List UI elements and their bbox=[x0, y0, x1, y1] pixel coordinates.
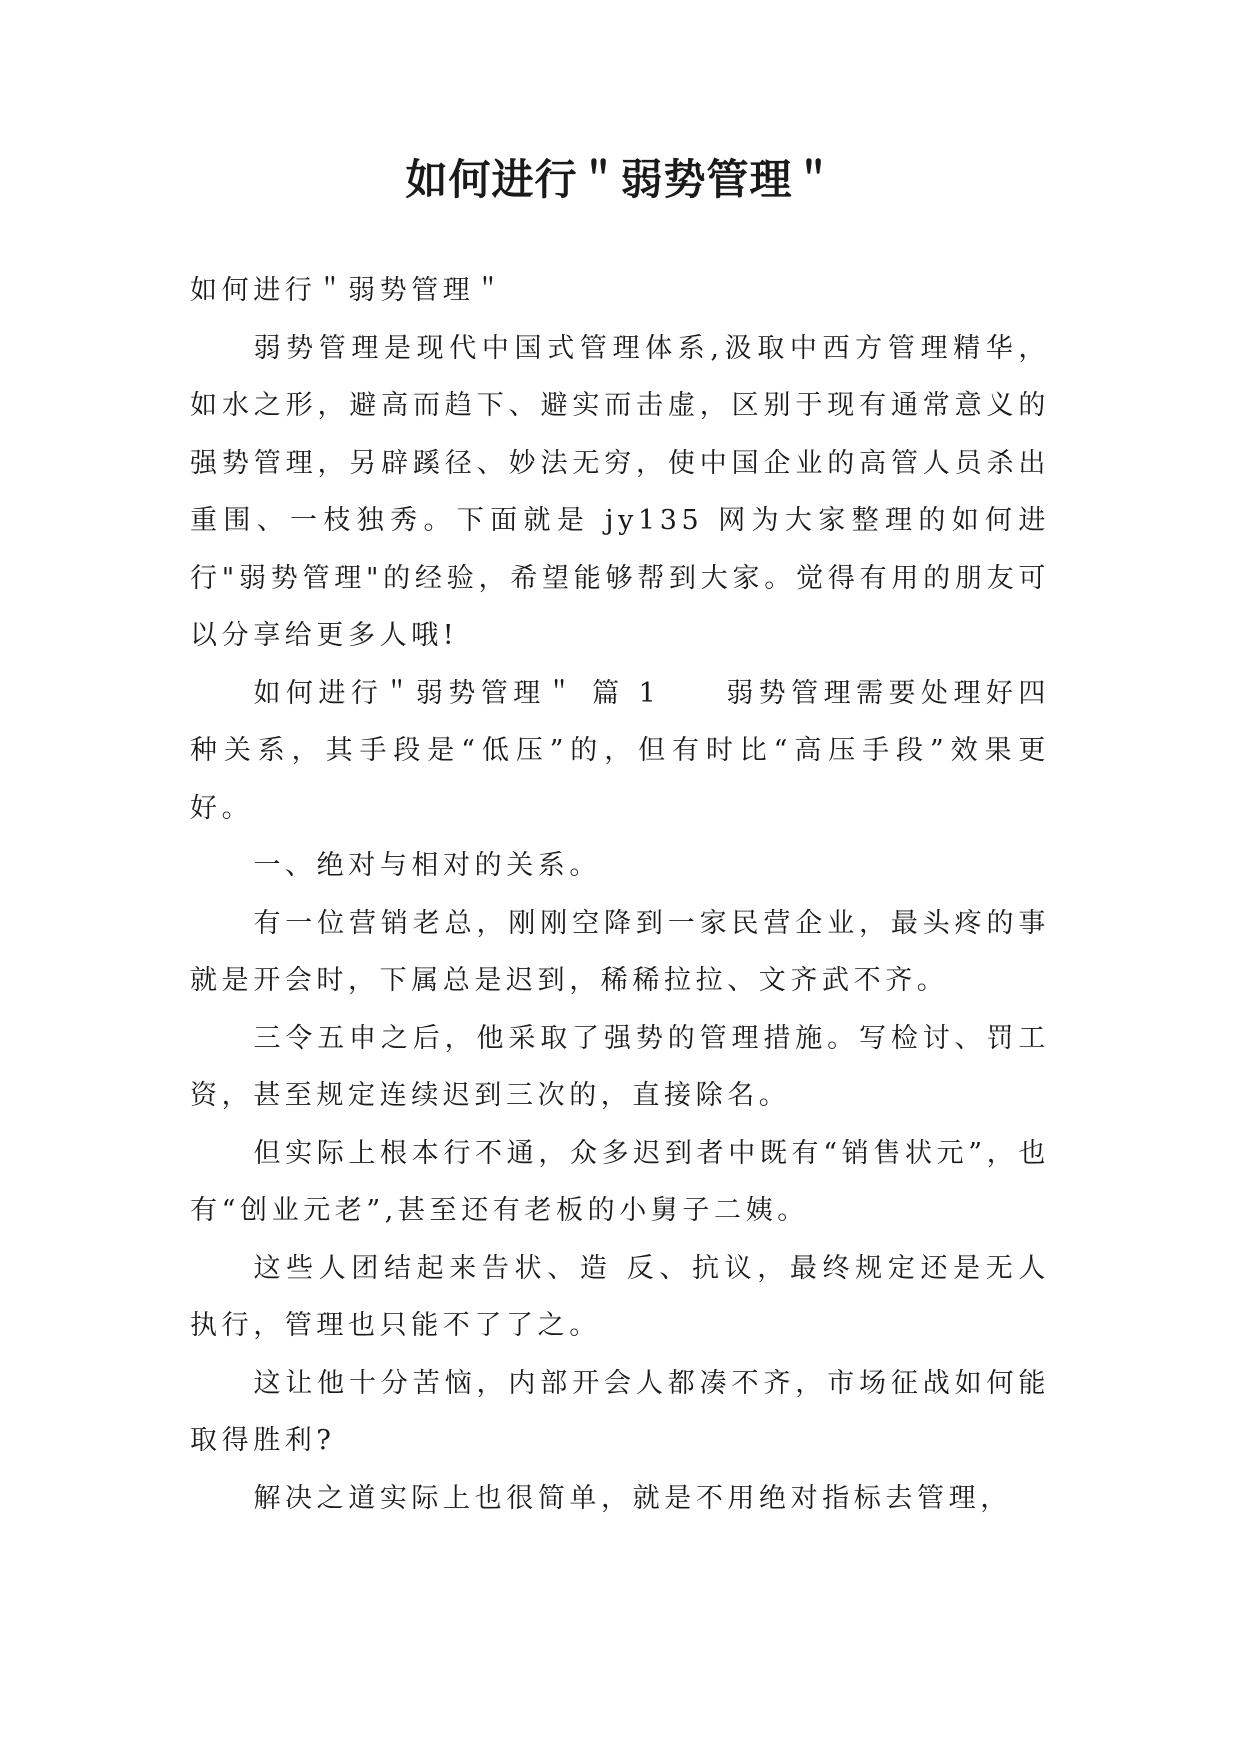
heading-relationship-1: 一、绝对与相对的关系。 bbox=[253, 850, 602, 881]
body-paragraph: 但实际上根本行不通，众多迟到者中既有“销售状元”，也有“创业元老”,甚至还有老板的小舅子二姨。 bbox=[190, 1137, 1050, 1226]
body-paragraph: 有一位营销老总，刚刚空降到一家民营企业，最头疼的事就是开会时，下属总是迟到，稀稀拉拉、文齐武不齐。 bbox=[190, 907, 1050, 996]
document-title: 如何进行＂弱势管理＂ bbox=[405, 155, 836, 204]
body-paragraph: 解决之道实际上也很简单，就是不用绝对指标去管理， bbox=[253, 1482, 1012, 1514]
body-paragraph: 这让他十分苦恼，内部开会人都凑不齐，市场征战如何能取得胜利? bbox=[190, 1367, 1050, 1456]
body-paragraph: 三令五申之后，他采取了强势的管理措施。写检讨、罚工资，甚至规定连续迟到三次的，直接除名。 bbox=[190, 1022, 1050, 1111]
body-paragraph: 这些人团结起来告状、造 反、抗议，最终规定还是无人执行，管理也只能不了了之。 bbox=[190, 1252, 1050, 1341]
document-body bbox=[190, 262, 1050, 1527]
subtitle-paragraph: 如何进行＂弱势管理＂ bbox=[190, 275, 506, 306]
intro-paragraph: 弱势管理是现代中国式管理体系,汲取中西方管理精华，如水之形，避高而趋下、避实而击虚，区别于现有通常意义的强势管理，另辟蹊径、妙法无穷，使中国企业的高管人员杀出重围、一枝独秀。下面就是 jy135 网为大家整理的如何进行"弱势管理"的经验，希望能够帮到大家。觉得有用的朋友可以分享给更多人哦! bbox=[190, 332, 1050, 651]
section-1-paragraph: 如何进行＂弱势管理＂ 篇 1 弱势管理需要处理好四种关系，其手段是“低压”的，但有时比“高压手段”效果更好。 bbox=[190, 677, 1050, 824]
